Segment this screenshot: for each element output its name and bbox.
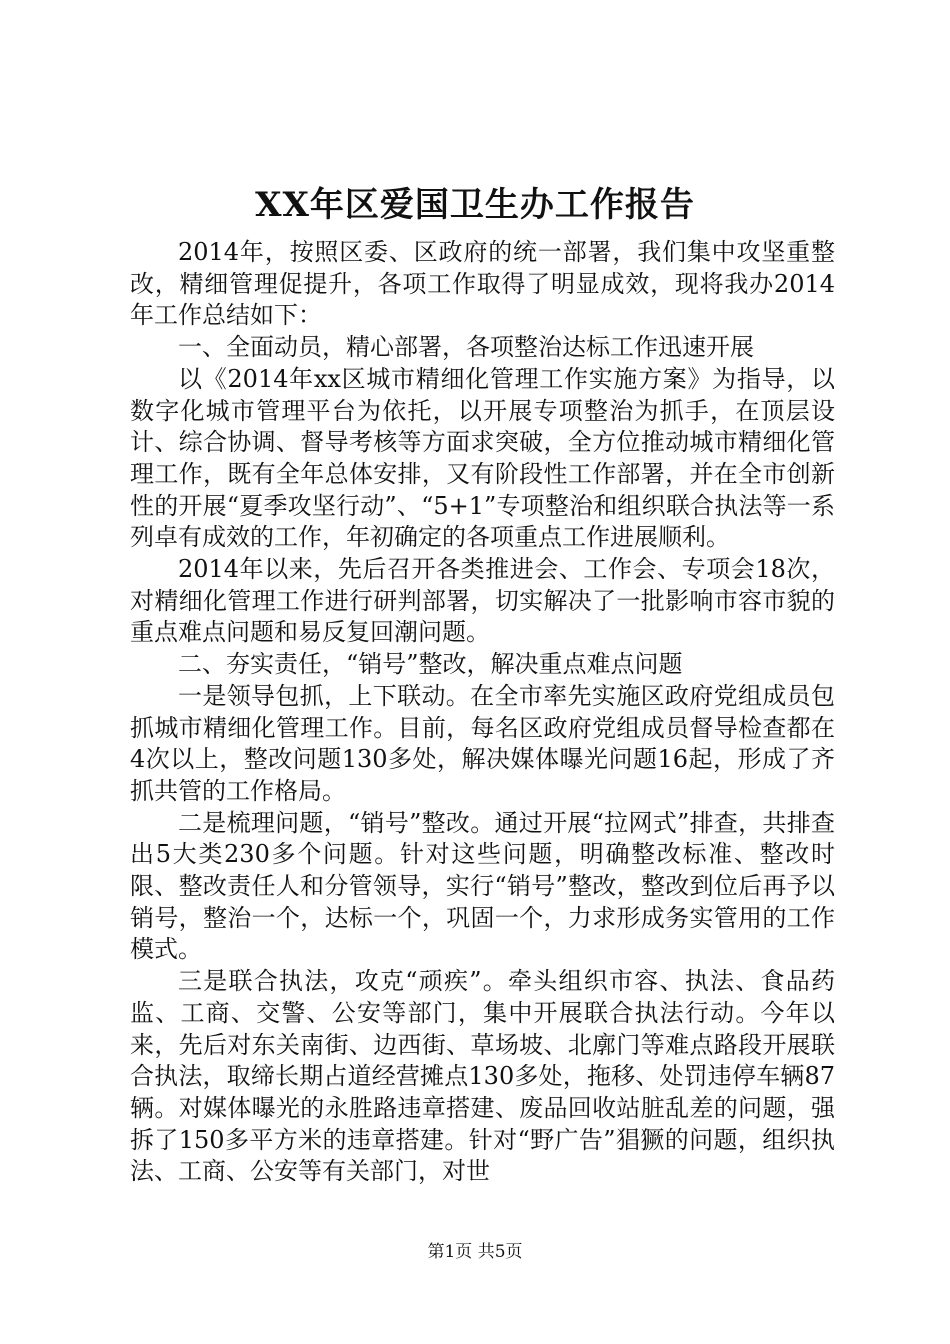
intro-paragraph: 2014年，按照区委、区政府的统一部署，我们集中攻坚重整改，精细管理促提升，各项工作取得了明显成效，现将我办2014年工作总结如下： xyxy=(130,238,835,330)
document-title: XX年区爱国卫生办工作报告 xyxy=(255,185,695,225)
body-paragraph: 二是梳理问题，“销号”整改。通过开展“拉网式”排查，共排查出5大类230多个问题。针对这些问题，明确整改标准、整改时限、整改责任人和分管领导，实行“销号”整改，整改到位后再予以销号，整治一个，达标一个，巩固一个，力求形成务实管用的工作模式。 xyxy=(130,808,835,964)
body-paragraph: 一是领导包抓，上下联动。在全市率先实施区政府党组成员包抓城市精细化管理工作。目前，每名区政府党组成员督导检查都在4次以上，整改问题130多处，解决媒体曝光问题16起，形成了齐抓共管的工作格局。 xyxy=(130,681,835,805)
section-heading-2: 二、夯实责任，“销号”整改，解决重点难点问题 xyxy=(178,650,683,679)
section-heading-1: 一、全面动员，精心部署，各项整治达标工作迅速开展 xyxy=(178,333,754,362)
document-body xyxy=(130,237,835,1188)
page-number-footer: 第1页 共5页 xyxy=(427,1242,523,1262)
body-paragraph: 以《2014年xx区城市精细化管理工作实施方案》为指导，以数字化城市管理平台为依托，以开展专项整治为抓手，在顶层设计、综合协调、督导考核等方面求突破，全方位推动城市精细化管理工作，既有全年总体安排，又有阶段性工作部署，并在全市创新性的开展“夏季攻坚行动”、“5+1”专项整治和组织联合执法等一系列卓有成效的工作，年初确定的各项重点工作进展顺利。 xyxy=(130,364,835,552)
body-paragraph: 三是联合执法，攻克“顽疾”。牵头组织市容、执法、食品药监、工商、交警、公安等部门，集中开展联合执法行动。今年以来，先后对东关南街、边西街、草场坡、北廓门等难点路段开展联合执法，取缔长期占道经营摊点130多处，拖移、处罚违停车辆87辆。对媒体曝光的永胜路违章搭建、废品回收站脏乱差的问题，强拆了150多平方米的违章搭建。针对“野广告”猖獗的问题，组织执法、工商、公安等有关部门，对世 xyxy=(130,967,835,1186)
body-paragraph: 2014年以来，先后召开各类推进会、工作会、专项会18次，对精细化管理工作进行研判部署，切实解决了一批影响市容市貌的重点难点问题和易反复回潮问题。 xyxy=(130,555,835,647)
